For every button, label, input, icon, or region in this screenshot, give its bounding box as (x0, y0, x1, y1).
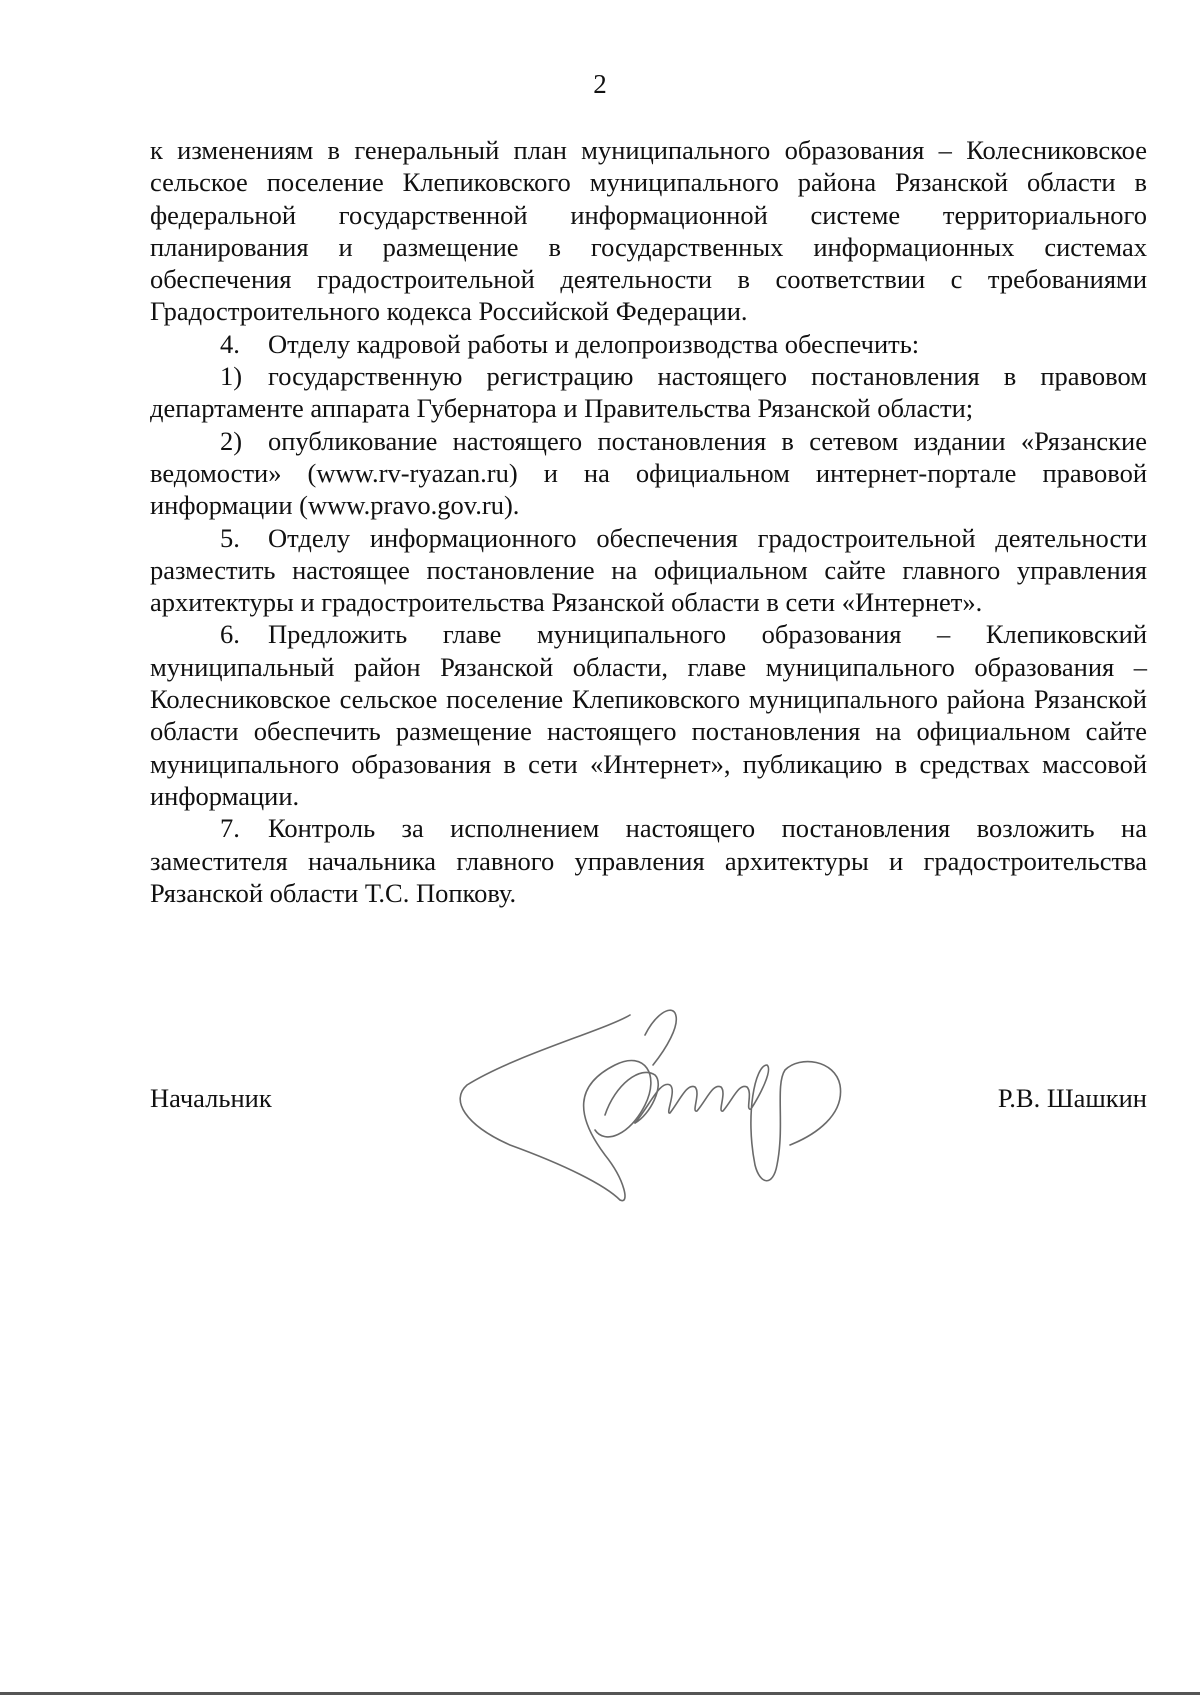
item-text: опубликование настоящего постановления в сетевом издании «Рязанские ведомости» (www.rv-ryazan.ru) и на официальном интернет-портале правовой информации (www.pravo.gov.ru). (150, 425, 1147, 521)
paragraph-number: 5. (220, 522, 240, 553)
item-number: 2) (220, 425, 243, 456)
paragraph-number: 4. (220, 328, 240, 359)
paragraph-text: Предложить главе муниципального образования – Клепиковский муниципальный район Рязанской области, главе муниципального образования – Колесниковское сельское поселение Клепиковского муниципального района Рязанской области обеспечить размещение настоящего постановления на официальном сайте муниципального образования в сети «Интернет», публикацию в средствах массовой информации. (150, 619, 1147, 811)
paragraph-4 (150, 328, 1147, 360)
paragraph-number: 7. (220, 813, 240, 844)
handwritten-signature (455, 1005, 895, 1205)
paragraph-5 (150, 522, 1147, 619)
document-body (150, 134, 1147, 909)
paragraph-6 (150, 618, 1147, 812)
paragraph-text: Контроль за исполнением настоящего постановления возложить на заместителя начальника главного управления архитектуры и градостроительства Рязанской области Т.С. Попкову. (150, 813, 1147, 908)
paragraph-4-item-1 (150, 360, 1147, 425)
paragraph-number: 6. (220, 619, 240, 650)
paragraph-4-item-2 (150, 425, 1147, 522)
paragraph-7 (150, 812, 1147, 909)
item-number: 1) (220, 361, 243, 392)
paragraph-3-continuation: к изменениям в генеральный план муниципального образования – Колесниковское сельское поселение Клепиковского муниципального района Рязанской области в федеральной государственной информационной системе территориального планирования и размещение в государственных информационных системах обеспечения градостроительной деятельности в соответствии с требованиями Градостроительного кодекса Российской Федерации. (150, 135, 1147, 327)
paragraph-text: Отделу информационного обеспечения градостроительной деятельности разместить настоящее постановление на официальном сайте главного управления архитектуры и градостроительства Рязанской области в сети «Интернет». (150, 522, 1147, 618)
page-bottom-edge (0, 1692, 1200, 1695)
signatory-name: Р.В. Шашкин (997, 1083, 1147, 1113)
paragraph-text: Отделу кадровой работы и делопроизводства обеспечить: (268, 328, 920, 359)
item-text: государственную регистрацию настоящего постановления в правовом департаменте аппарата Губернатора и Правительства Рязанской области; (150, 361, 1147, 424)
signatory-title: Начальник (150, 1083, 272, 1113)
page-number: 2 (593, 69, 607, 99)
